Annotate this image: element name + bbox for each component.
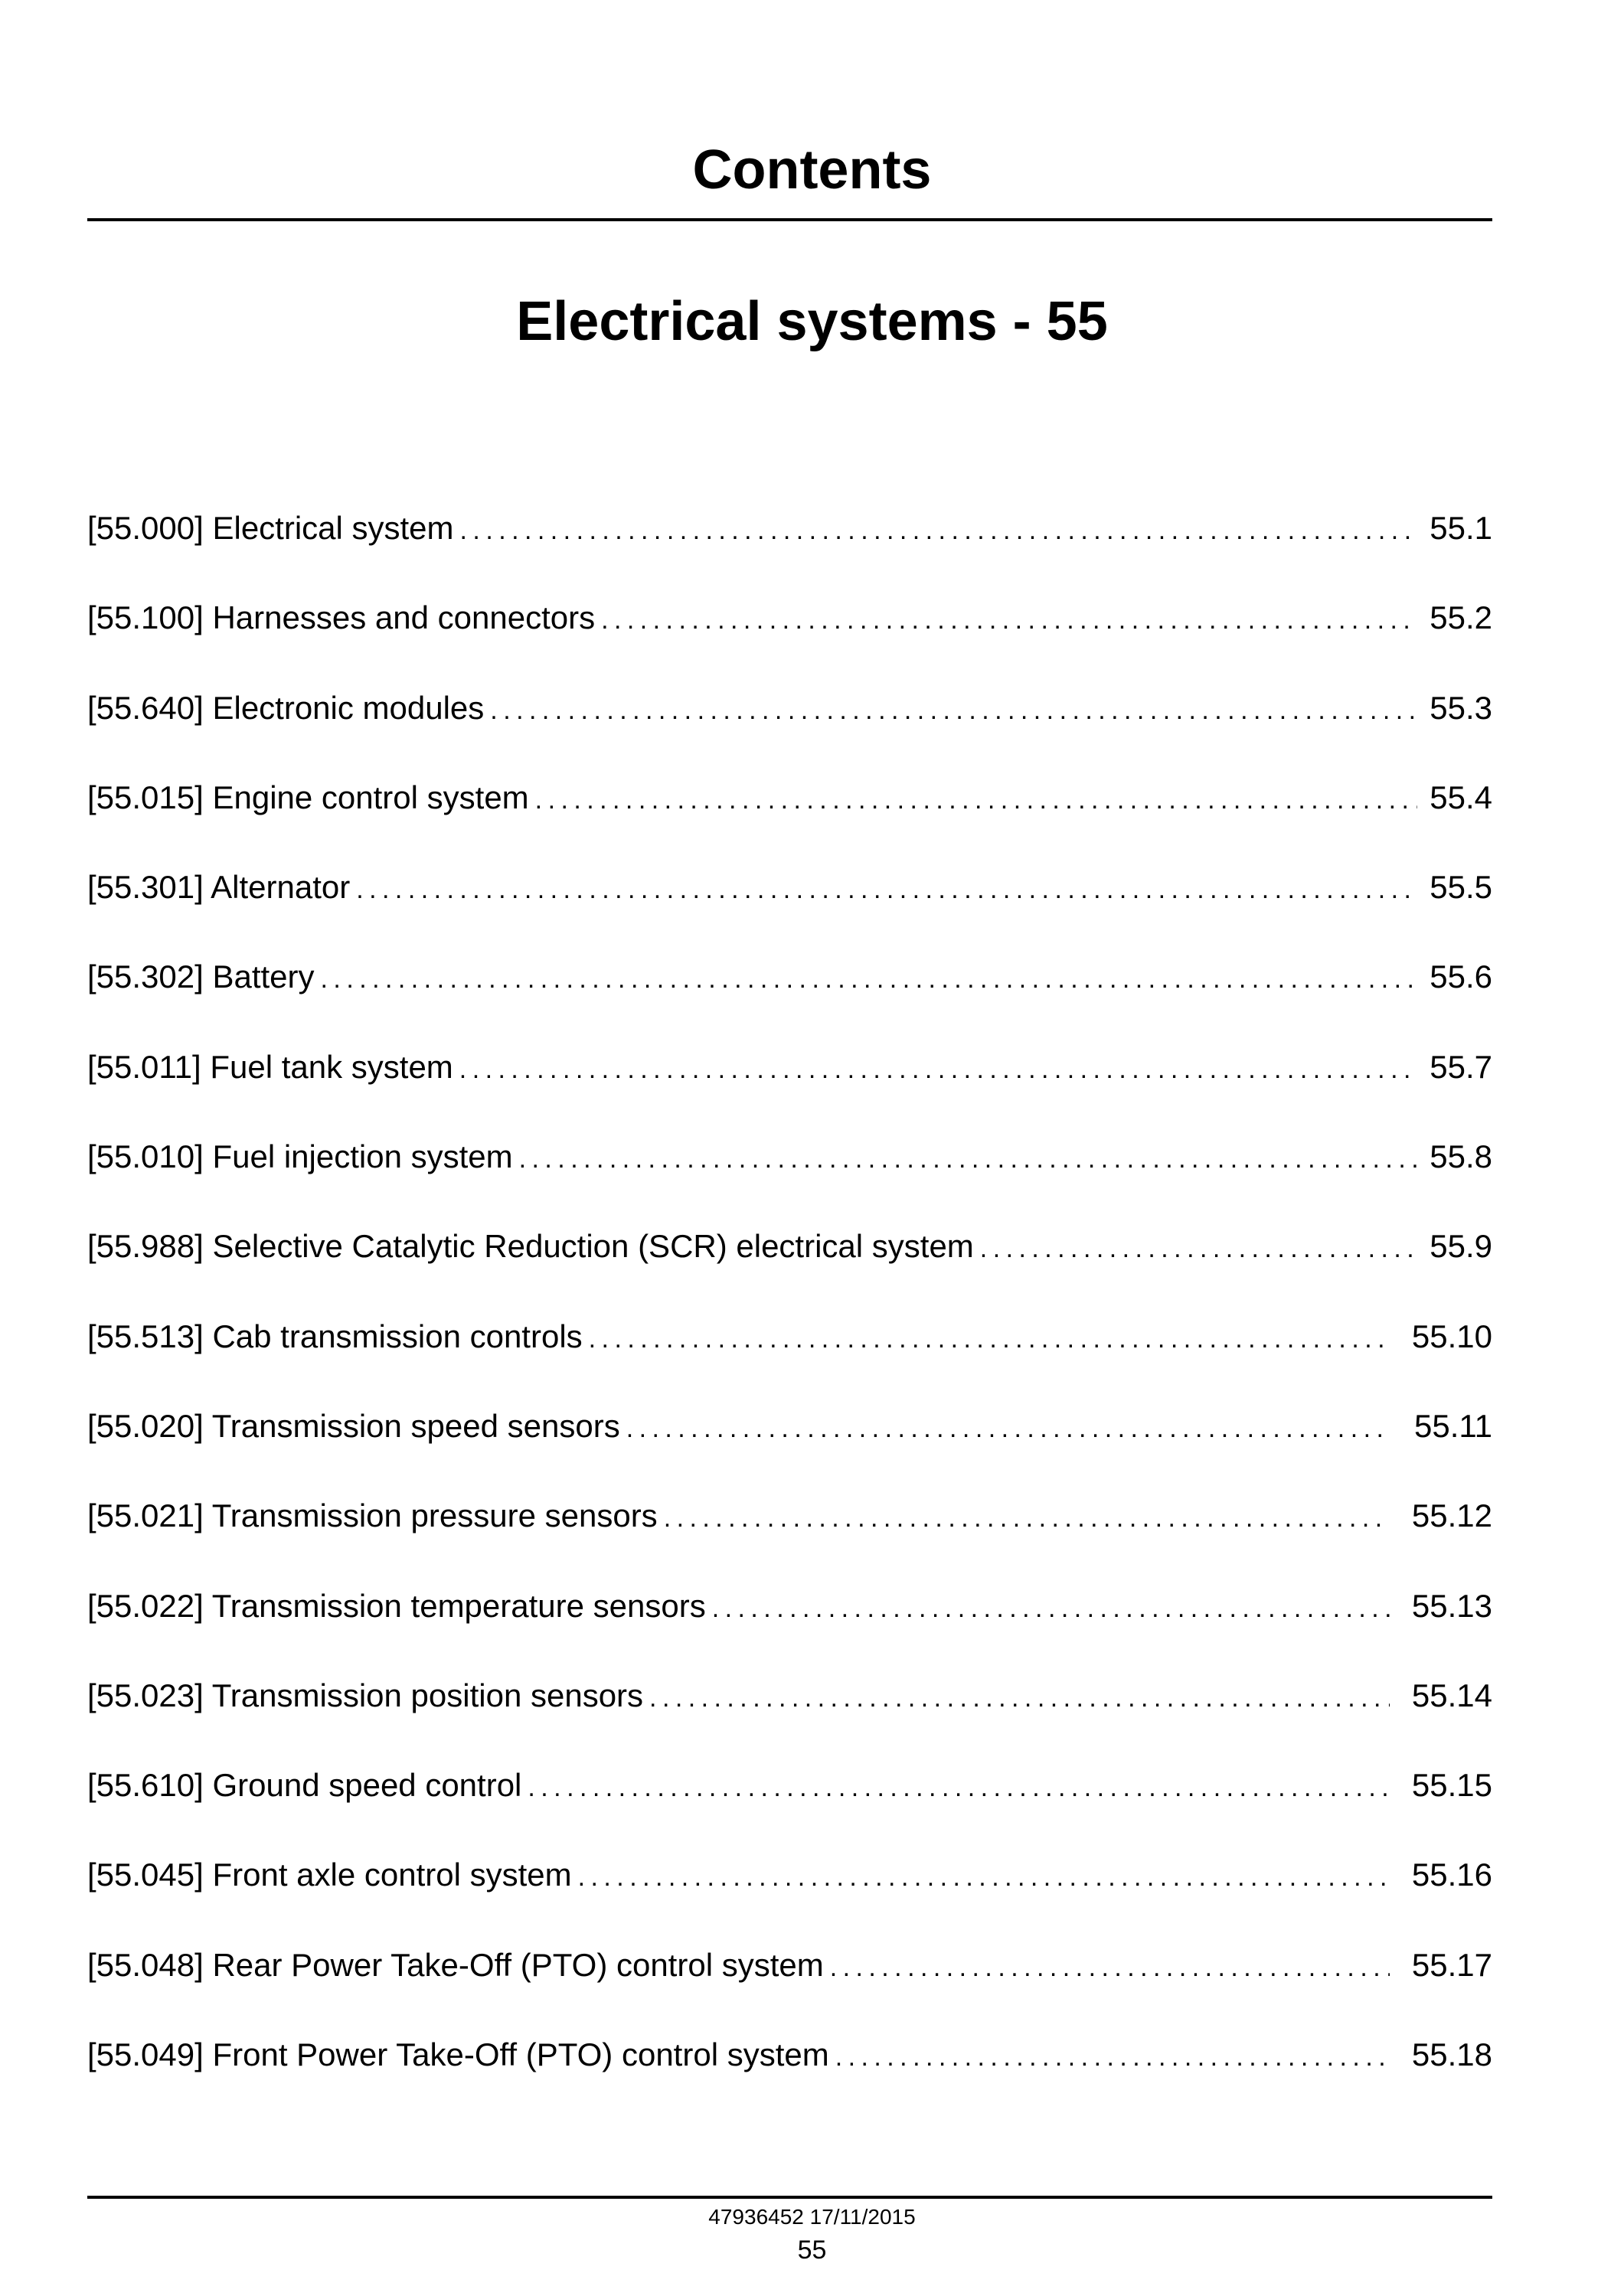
dot-leader	[626, 1402, 1390, 1455]
page-heading: Contents	[692, 139, 932, 201]
toc-entry[interactable]	[87, 1579, 1492, 1669]
toc-entry-label: [55.045] Front axle control system	[87, 1857, 572, 1893]
dot-leader	[601, 593, 1417, 647]
toc-entry-label: [55.015] Engine control system	[87, 779, 529, 815]
toc-entry[interactable]	[87, 1130, 1492, 1220]
dot-leader	[535, 773, 1417, 827]
footer-page-number: 55	[797, 2236, 827, 2265]
dot-leader	[578, 1850, 1390, 1904]
dot-leader	[980, 1222, 1417, 1275]
toc-entry-page: 55.14	[1411, 1677, 1492, 1713]
toc-entry-label: [55.988] Selective Catalytic Reduction (SCR) electrical system	[87, 1228, 974, 1265]
dot-leader	[589, 1312, 1390, 1366]
toc-entry-page: 55.15	[1411, 1767, 1492, 1804]
toc-entry-page: 55.5	[1430, 869, 1492, 906]
toc-entry-label: [55.302] Battery	[87, 959, 315, 995]
toc-entry-page: 55.10	[1411, 1318, 1492, 1354]
toc-entry-label: [55.610] Ground speed control	[87, 1767, 522, 1804]
toc-entry-page: 55.7	[1430, 1048, 1492, 1085]
toc-entry[interactable]	[87, 861, 1492, 950]
toc-entry-label: [55.000] Electrical system	[87, 510, 454, 546]
toc-entry-label: [55.011] Fuel tank system	[87, 1048, 453, 1085]
toc-entry[interactable]	[87, 1848, 1492, 1938]
toc-entry[interactable]	[87, 1489, 1492, 1579]
dot-leader	[835, 2030, 1390, 2084]
toc-entry-page: 55.16	[1411, 1857, 1492, 1893]
header-divider	[87, 218, 1492, 221]
toc-entry-label: [55.022] Transmission temperature sensors	[87, 1587, 706, 1624]
dot-leader	[459, 1043, 1417, 1096]
toc-entry[interactable]	[87, 681, 1492, 771]
toc-entry-page: 55.11	[1414, 1407, 1492, 1444]
section-title: Electrical systems - 55	[516, 291, 1108, 352]
dot-leader	[321, 952, 1417, 1006]
toc-entry-page: 55.6	[1430, 959, 1492, 995]
table-of-contents	[87, 501, 1492, 2118]
toc-entry[interactable]	[87, 501, 1492, 591]
toc-entry-label: [55.020] Transmission speed sensors	[87, 1407, 620, 1444]
toc-entry-page: 55.17	[1411, 1946, 1492, 1983]
toc-entry-label: [55.513] Cab transmission controls	[87, 1318, 583, 1354]
toc-entry-page: 55.2	[1430, 599, 1492, 636]
toc-entry[interactable]	[87, 1040, 1492, 1130]
dot-leader	[460, 504, 1417, 557]
dot-leader	[830, 1941, 1390, 1994]
toc-entry-label: [55.021] Transmission pressure sensors	[87, 1497, 658, 1534]
toc-entry[interactable]	[87, 1669, 1492, 1759]
toc-entry-label: [55.100] Harnesses and connectors	[87, 599, 596, 636]
dot-leader	[649, 1671, 1390, 1725]
toc-entry-page: 55.9	[1430, 1228, 1492, 1265]
toc-entry[interactable]	[87, 1220, 1492, 1309]
toc-entry-page: 55.4	[1430, 779, 1492, 815]
toc-entry-page: 55.12	[1411, 1497, 1492, 1534]
toc-entry-page: 55.3	[1430, 689, 1492, 726]
dot-leader	[712, 1582, 1390, 1635]
toc-entry-label: [55.023] Transmission position sensors	[87, 1677, 644, 1713]
toc-entry-label: [55.640] Electronic modules	[87, 689, 485, 726]
toc-entry-label: [55.048] Rear Power Take-Off (PTO) control system	[87, 1946, 824, 1983]
dot-leader	[664, 1491, 1390, 1545]
toc-entry-label: [55.010] Fuel injection system	[87, 1138, 513, 1175]
footer-document-reference: 47936452 17/11/2015	[708, 2205, 916, 2229]
toc-entry-label: [55.301] Alternator	[87, 869, 351, 906]
toc-entry[interactable]	[87, 1938, 1492, 2028]
toc-entry[interactable]	[87, 1310, 1492, 1399]
toc-entry-page: 55.13	[1411, 1587, 1492, 1624]
dot-leader	[490, 684, 1417, 737]
toc-entry[interactable]	[87, 1399, 1492, 1489]
toc-entry[interactable]	[87, 771, 1492, 861]
toc-entry[interactable]	[87, 2028, 1492, 2118]
toc-entry[interactable]	[87, 1759, 1492, 1848]
toc-entry-page: 55.8	[1430, 1138, 1492, 1175]
dot-leader	[528, 1761, 1390, 1814]
dot-leader	[519, 1132, 1417, 1186]
dot-leader	[356, 863, 1417, 916]
toc-entry-label: [55.049] Front Power Take-Off (PTO) control system	[87, 2036, 829, 2073]
toc-entry[interactable]	[87, 950, 1492, 1040]
toc-entry-page: 55.1	[1430, 510, 1492, 546]
footer-divider	[87, 2196, 1492, 2199]
toc-entry-page: 55.18	[1411, 2036, 1492, 2073]
toc-entry[interactable]	[87, 591, 1492, 681]
